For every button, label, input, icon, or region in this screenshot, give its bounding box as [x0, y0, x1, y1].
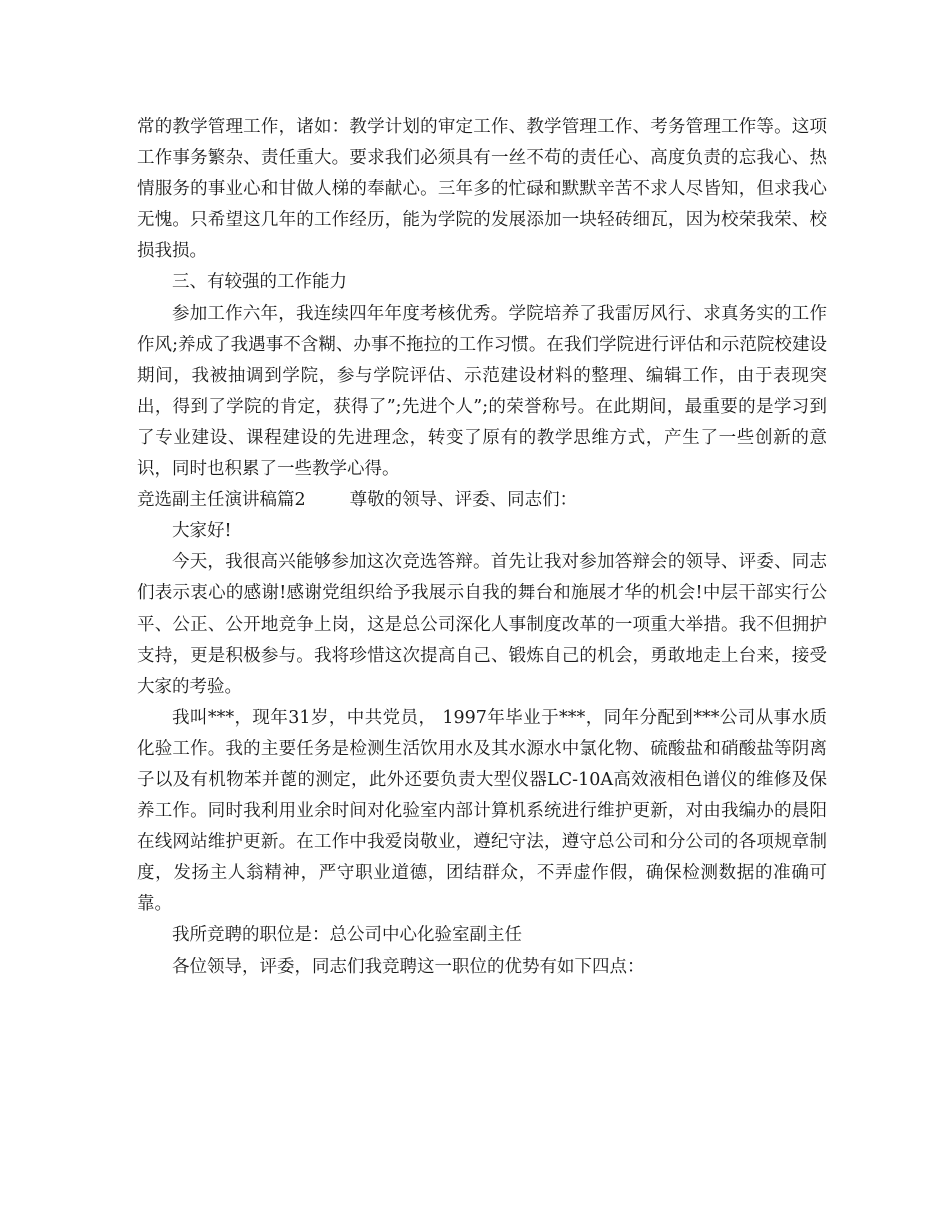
- greeting: 大家好!: [172, 521, 232, 542]
- paragraph-advantages: 各位领导，评委，同志们我竞聘这一职位的优势有如下四点：: [172, 956, 645, 977]
- paragraph-3: 参加工作六年，我连续四年年度考核优秀。学院培养了我雷厉风行、求真务实的工作作风;养成了我遇事不含糊、办事不拖拉的工作习惯。在我们学院进行评估和示范院校建设期间，我被抽调到学院，参与学院评估、示范建设材料的整理、编辑工作，由于表现突出，得到了学院的肯定，获得了”;先进个人”;的荣誉称号。在此期间，最重要的是学习到了专业建设、课程建设的先进理念，转变了原有的教学思维方式，产生了一些创新的意识，同时也积累了一些教学心得。: [137, 303, 827, 480]
- section-heading-3: 三、有较强的工作能力: [172, 272, 347, 293]
- paragraph-position: 我所竞聘的职位是：总公司中心化验室副主任: [172, 925, 522, 946]
- speech-heading-line: [137, 485, 827, 516]
- paragraph-intro: 今天，我很高兴能够参加这次竞选答辩。首先让我对参加答辩会的领导、评委、同志们表示衷心的感谢!感谢党组织给予我展示自我的舞台和施展才华的机会!中层干部实行公平、公正、公开地竞争上岗，这是总公司深化人事制度改革的一项重大举措。我不但拥护支持，更是积极参与。我将珍惜这次提高自己、锻炼自己的机会，勇敢地走上台来，接受大家的考验。: [137, 552, 827, 697]
- paragraph-1: 常的教学管理工作，诸如：教学计划的审定工作、教学管理工作、考务管理工作等。这项工作事务繁杂、责任重大。要求我们必须具有一丝不苟的责任心、高度负责的忘我心、热情服务的事业心和甘做人梯的奉献心。三年多的忙碌和默默辛苦不求人尽皆知，但求我心无愧。只希望这几年的工作经历，能为学院的发展添加一块轻砖细瓦，因为校荣我荣、校损我损。: [137, 117, 827, 262]
- salutation: 尊敬的领导、评委、同志们：: [349, 490, 578, 511]
- paragraph-self-intro: 我叫***，现年31岁，中共党员， 1997年毕业于***，同年分配到***公司从事水质化验工作。我的主要任务是检测生活饮用水及其水源水中氯化物、硫酸盐和硝酸盐等阴离子以及有机物苯并蓖的测定，此外还要负责大型仪器LC-10A高效液相色谱仪的维修及保养工作。同时我利用业余时间对化验室内部计算机系统进行维护更新，对由我编办的晨阳在线网站维护更新。在工作中我爱岗敬业，遵纪守法，遵守总公司和分公司的各项规章制度，发扬主人翁精神，严守职业道德，团结群众，不弄虚作假，确保检测数据的准确可靠。: [137, 707, 827, 915]
- document-body: [137, 112, 827, 983]
- speech-title: 竞选副主任演讲稿篇2: [137, 490, 306, 511]
